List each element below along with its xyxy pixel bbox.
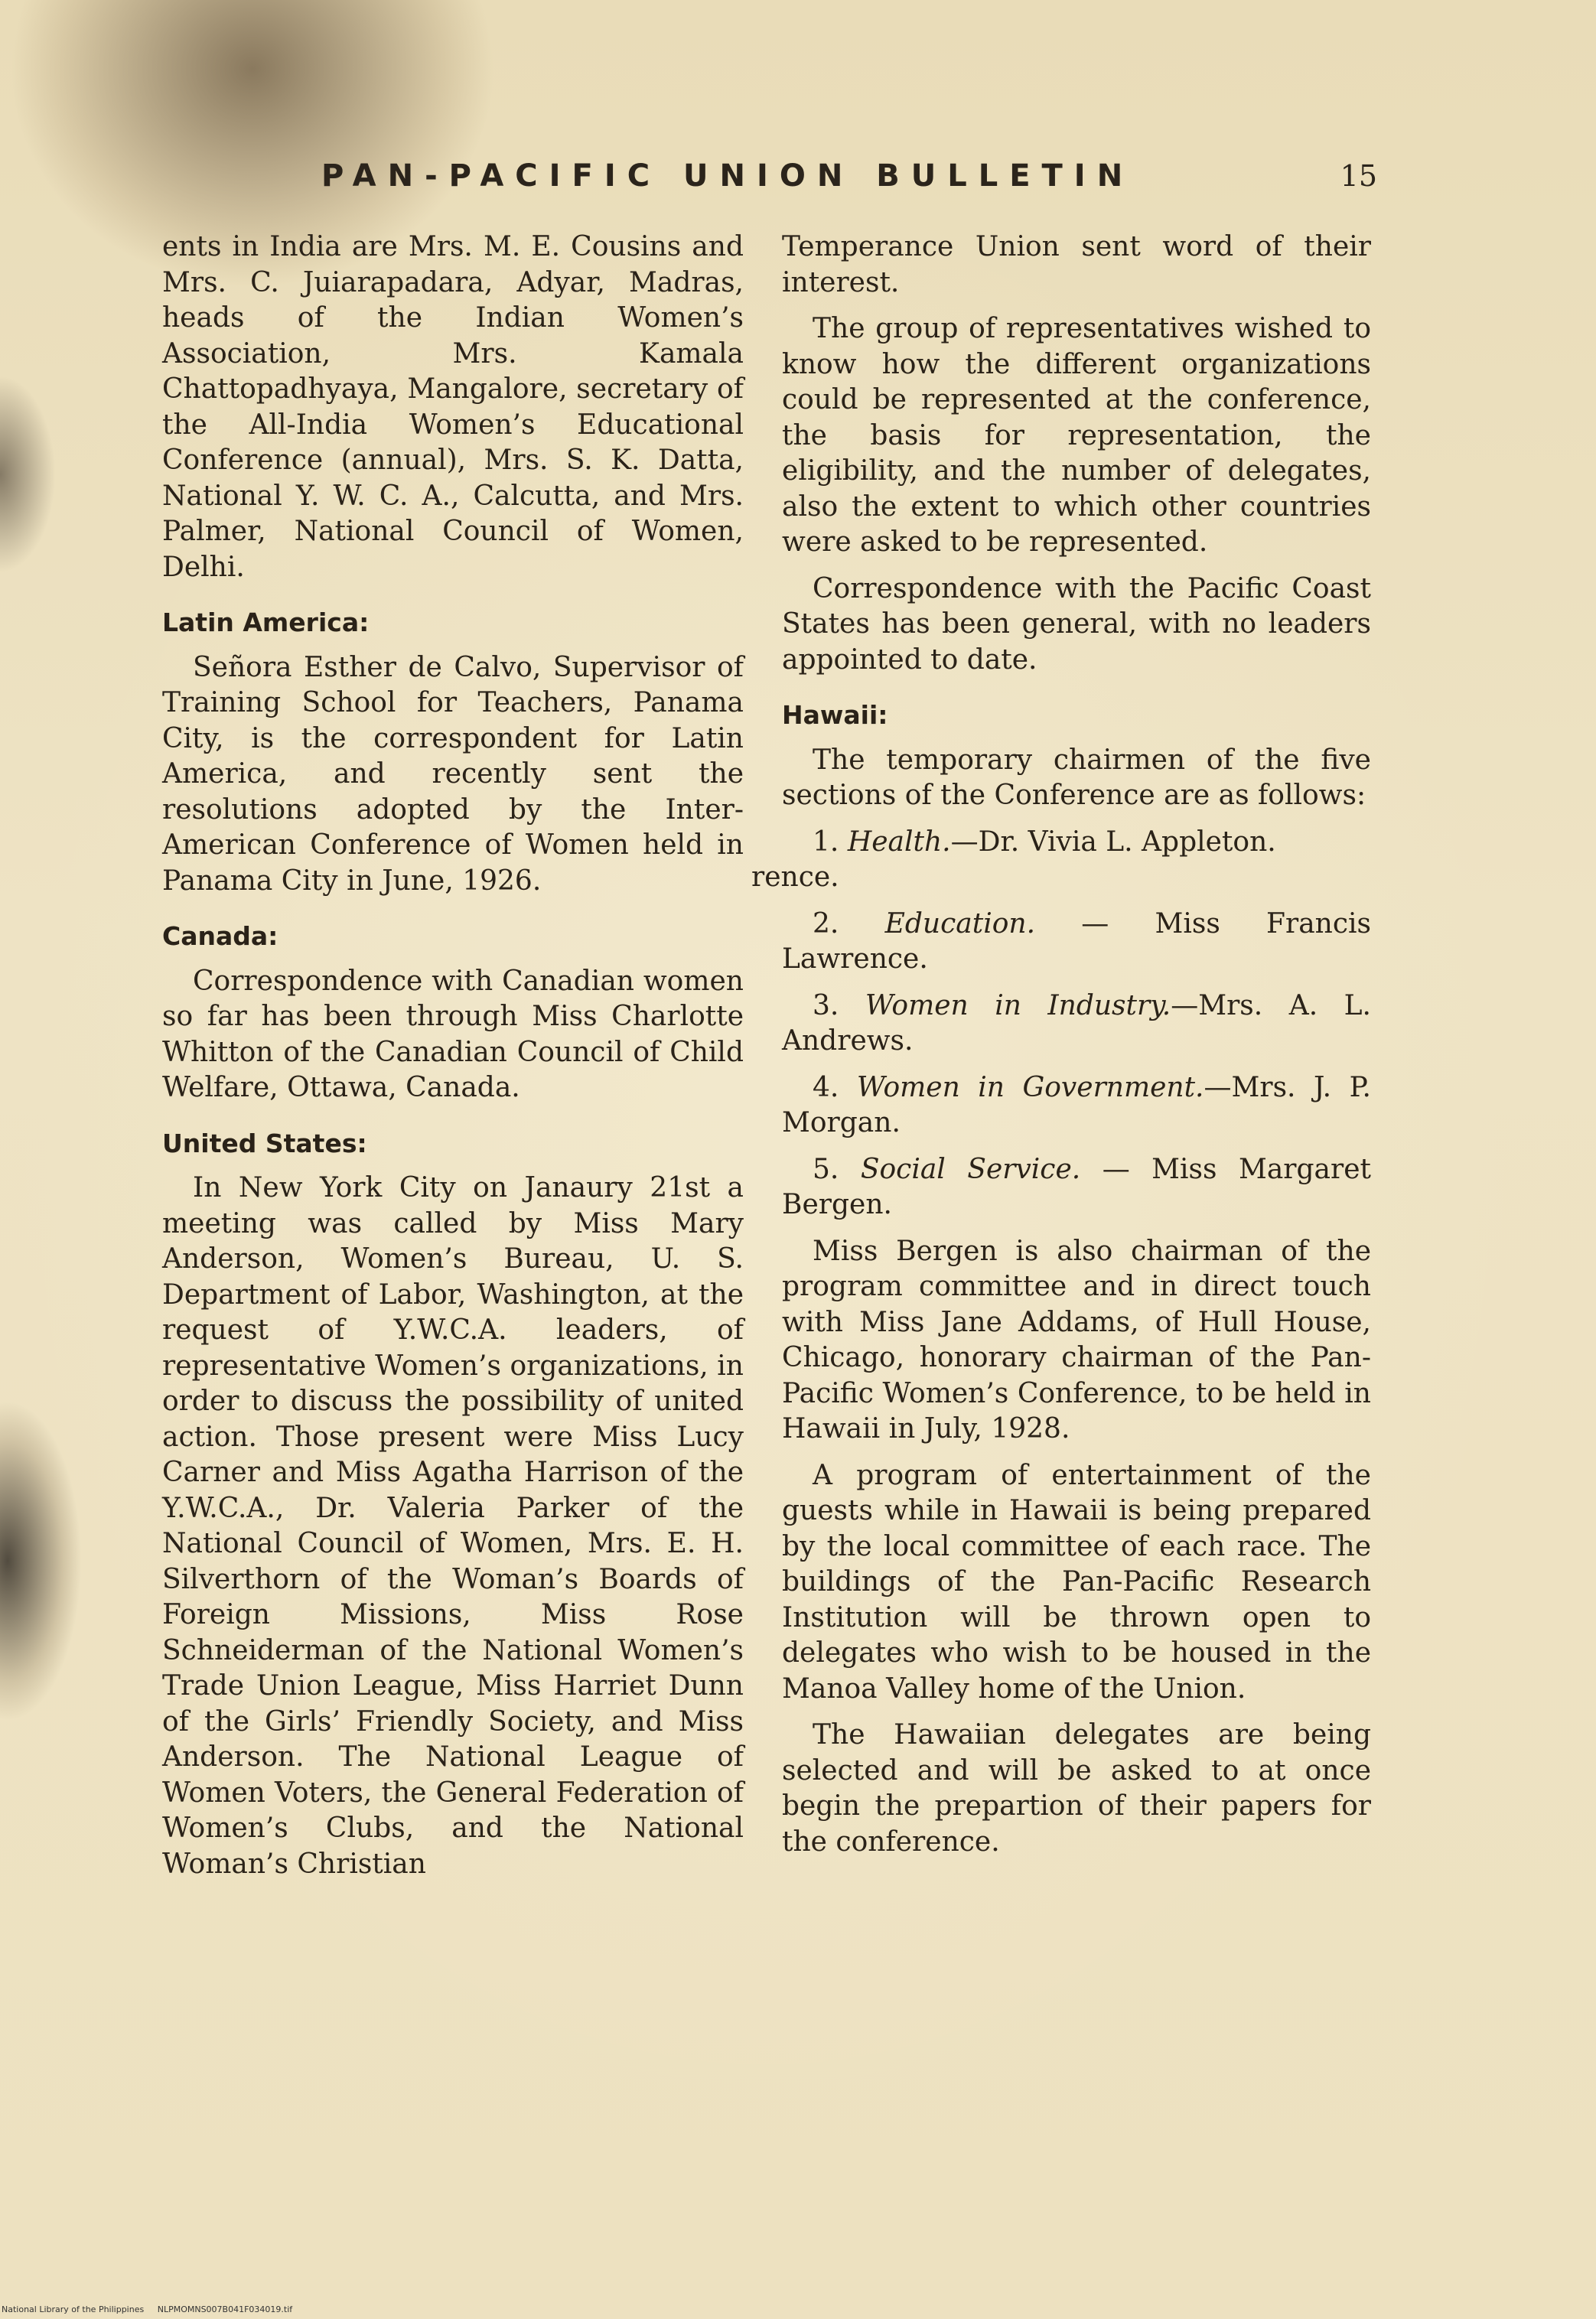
section-title: Education.: [884, 907, 1036, 940]
list-item: [782, 907, 1371, 978]
temperance-continuation: Temperance Union sent word of their interest.: [782, 231, 1371, 298]
file-id: NLPMOMNS007B041F034019.tif: [157, 2304, 293, 2314]
section-number: 5.: [813, 1153, 839, 1185]
right-column: [751, 230, 1372, 1871]
hawaii-intro-paragraph: The temporary chairmen of the five sections of the Conference are as follows:: [782, 744, 1371, 811]
section-title: Social Service.: [860, 1153, 1081, 1185]
section-chair: —Mrs. J. P. Morgan.: [782, 1071, 1372, 1138]
india-paragraph: ents in India are Mrs. M. E. Cousins and Mrs. C. Juiarapadara, Adyar, Madras, heads of the Indian Women’s Association, Mrs. Kamala Chattopadhyaya, Mangalore, secretary of the All-India Women’s Educational Conference (annual), Mrs. S. K. Datta, National Y. W. C. A., Calcutta, and Mrs. Palmer, National Council of Women, Delhi.: [162, 231, 744, 583]
bergen-paragraph: Miss Bergen is also chairman of the program committee and in direct touch with Miss Jane Addams, of Hull House, Chicago, honorary chairman of the Pan-Pacific Women’s Conference, to be held in Hawaii in July, 1928.: [782, 1235, 1371, 1444]
list-item: [782, 1152, 1371, 1223]
section-number: 3.: [813, 989, 839, 1021]
heading-united-states: United States:: [162, 1128, 367, 1158]
latin-america-paragraph: Señora Esther de Calvo, Supervisor of Training School for Teachers, Panama City, is the correspondent for Latin America, and recently sent the resolutions adopted by the Inter-American Conference of Women held in Panama City in June, 1926.: [162, 651, 744, 897]
page-header: [321, 153, 1377, 199]
running-title: PAN-PACIFIC UNION BULLETIN: [321, 158, 1135, 194]
list-item: [782, 1070, 1371, 1142]
pacific-coast-paragraph: Correspondence with the Pacific Coast States has been general, with no leaders appointed to date.: [782, 572, 1371, 676]
section-title: Women in Government.: [856, 1071, 1204, 1103]
library-credit: National Library of the Philippines: [2, 2304, 145, 2314]
section-chair: — Miss Margaret Bergen.: [782, 1153, 1371, 1220]
scan-footer: [2, 2304, 303, 2314]
canada-paragraph: Correspondence with Canadian women so far has been through Miss Charlotte Whitton of the Canadian Council of Child Welfare, Ottawa, Canada.: [162, 965, 744, 1103]
chairmen-list: [751, 825, 1372, 1223]
section-title: Health.: [847, 826, 951, 858]
heading-canada: Canada:: [162, 921, 278, 951]
section-chair: —Mrs. A. L. Andrews.: [782, 989, 1371, 1057]
section-chair: — Miss Francis Lawrence.: [782, 907, 1371, 975]
heading-hawaii: Hawaii:: [782, 700, 888, 730]
section-number: 2.: [813, 907, 839, 940]
section-number: 4.: [813, 1071, 839, 1103]
section-title: Women in Industry.: [865, 989, 1171, 1021]
list-item: [751, 825, 1371, 896]
list-item: [782, 989, 1371, 1060]
left-column: [162, 230, 744, 1893]
section-extra: rence.: [751, 861, 839, 893]
section-chair: —Dr. Vivia L. Appleton.: [950, 826, 1276, 858]
entertainment-paragraph: A program of entertainment of the guests while in Hawaii is being prepared by the local committee of each race. The buildings of the Pan-Pacific Research Institution will be thrown open to delegates who wish to be housed in the Manoa Valley home of the Union.: [782, 1459, 1371, 1705]
heading-latin-america: Latin America:: [162, 607, 370, 637]
page-number: 15: [1340, 159, 1377, 193]
delegates-paragraph: The Hawaiian delegates are being selected and will be asked to at once begin the prepartion of their papers for the conference.: [782, 1719, 1371, 1858]
section-number: 1.: [813, 826, 839, 858]
united-states-paragraph: In New York City on Janaury 21st a meeting was called by Miss Mary Anderson, Women’s Bureau, U. S. Department of Labor, Washington, at the request of Y.W.C.A. leaders, of representative Women’s organizations, in order to discuss the possibility of united action. Those present were Miss Lucy Carner and Miss Agatha Harrison of the Y.W.C.A., Dr. Valeria Parker of the National Council of Women, Mrs. E. H. Silverthorn of the Woman’s Boards of Foreign Missions, Miss Rose Schneiderman of the National Women’s Trade Union League, Miss Harriet Dunn of the Girls’ Friendly Society, and Miss Anderson. The National League of Women Voters, the General Federation of Women’s Clubs, and the National Woman’s Christian: [162, 1172, 744, 1880]
representatives-paragraph: The group of representatives wished to know how the different organizations could be represented at the conference, the basis for representation, the eligibility, and the number of delegates, also the extent to which other countries were asked to be represented.: [782, 313, 1371, 558]
